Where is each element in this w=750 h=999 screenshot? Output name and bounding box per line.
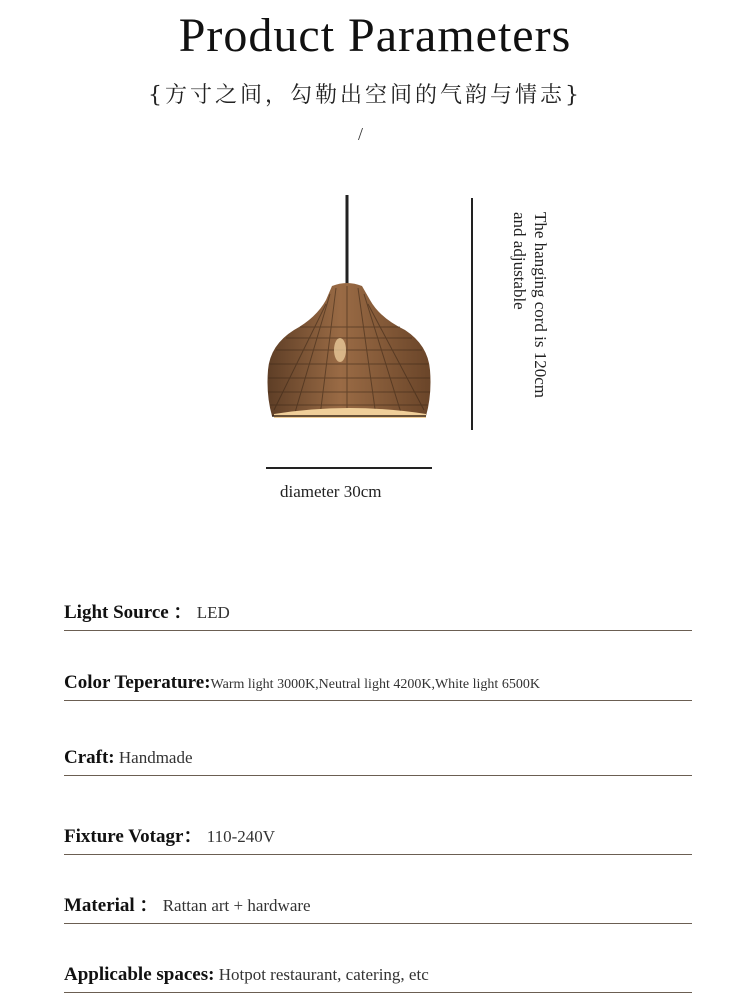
spec-key: Fixture Votagr： xyxy=(64,826,203,847)
spec-key: Craft: xyxy=(64,747,115,768)
spec-key: Light Source ： xyxy=(64,602,193,623)
spec-key: Color Teperature: xyxy=(64,672,211,693)
cord-length-label: The hanging cord is 120cm and adjustable xyxy=(510,212,550,399)
spec-value: LED xyxy=(196,603,230,622)
spec-value: 110-240V xyxy=(206,827,276,846)
spec-value: Handmade xyxy=(118,748,193,767)
diameter-line xyxy=(266,467,432,469)
spec-value: Hotpot restaurant, catering, etc xyxy=(218,965,429,984)
cord-length-line xyxy=(471,198,473,430)
slash-mark: / xyxy=(358,124,364,144)
spec-craft xyxy=(64,747,692,776)
spec-value: Rattan art + hardware xyxy=(162,896,311,915)
spec-light-source xyxy=(64,597,692,631)
page-title: Product Parameters xyxy=(178,9,572,62)
diameter-label: diameter 30cm xyxy=(280,482,382,501)
spec-value: Warm light 3000K,Neutral light 4200K,White light 6500K xyxy=(210,677,540,692)
spec-material xyxy=(64,890,692,924)
spec-applicable-spaces xyxy=(64,964,692,993)
spec-fixture-voltage xyxy=(64,821,692,855)
page-subtitle: {方寸之间，勾勒出空间的气韵与情志} xyxy=(148,83,582,108)
spec-color-temperature xyxy=(64,672,692,701)
spec-key: Applicable spaces: xyxy=(64,964,215,985)
rattan-pendant-lamp-icon xyxy=(250,190,450,430)
spec-key: Material ： xyxy=(64,895,159,916)
